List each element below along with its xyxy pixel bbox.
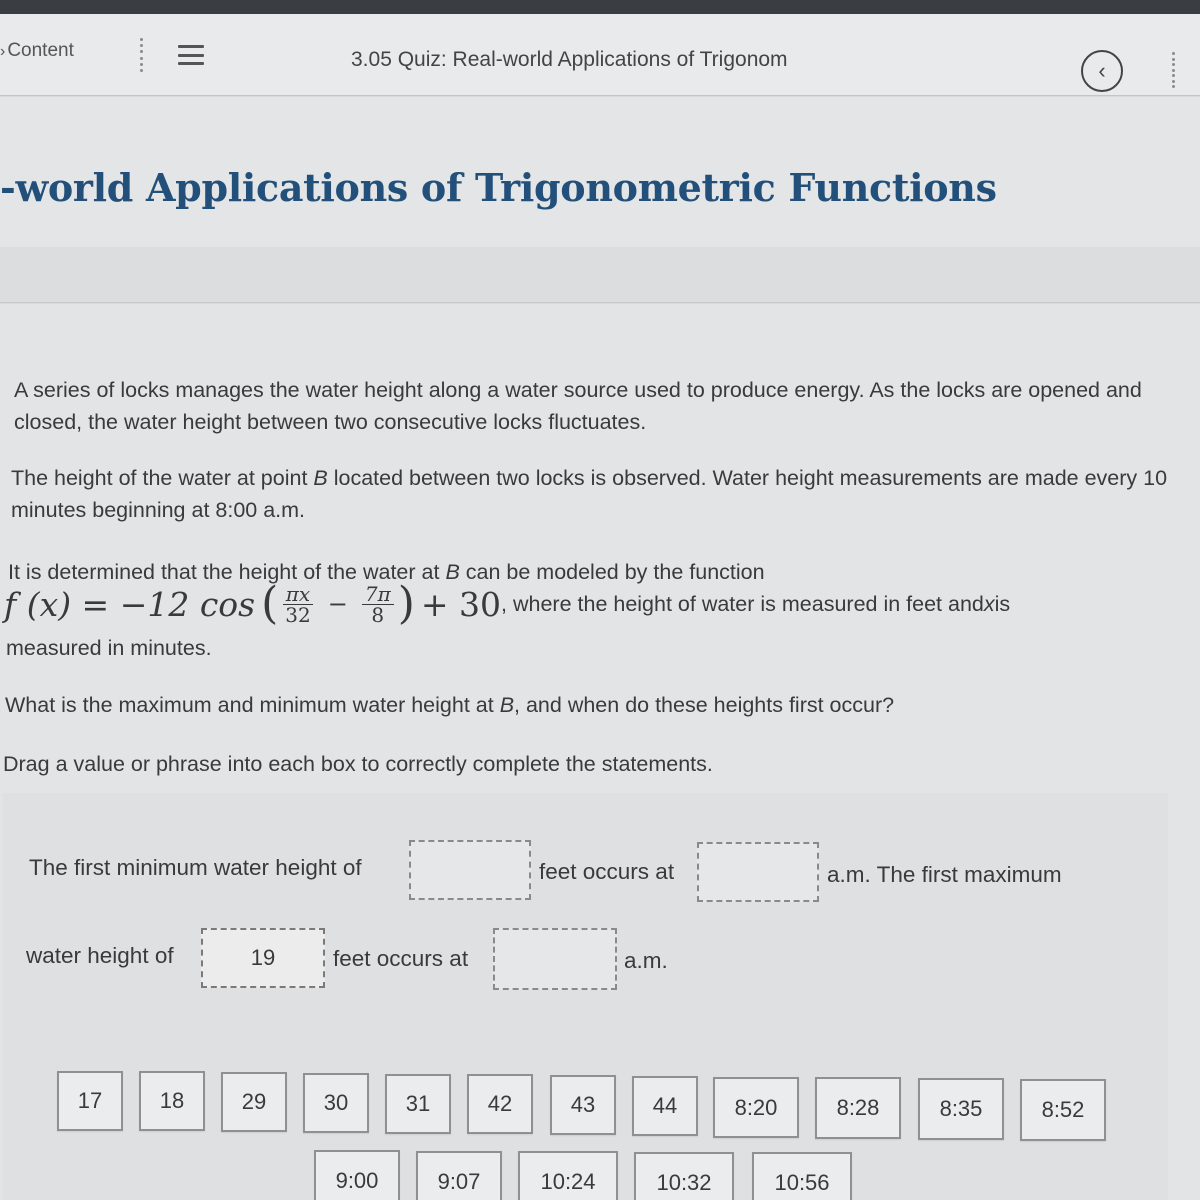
answer-tile[interactable]: 8:28	[815, 1077, 901, 1139]
back-arrow-icon: ›	[0, 43, 6, 60]
answer-tile[interactable]: 42	[467, 1074, 533, 1134]
drop-box-min-time[interactable]	[697, 842, 819, 902]
answer-tile[interactable]: 29	[221, 1072, 287, 1132]
answer-tile[interactable]: 18	[139, 1071, 205, 1131]
window-edge	[0, 0, 1200, 14]
fraction-pi-x-over-32: $\frac{\pi x}{32}$	[282, 584, 313, 625]
drop-box-max-time[interactable]	[493, 928, 617, 990]
page-title: -world Applications of Trigonometric Functions	[0, 165, 997, 210]
divider-band	[0, 247, 1200, 303]
menu-icon[interactable]	[178, 45, 204, 65]
formula-rhs: + 30	[420, 584, 502, 624]
question-paragraph-2: The height of the water at point B located between two locks is observed. Water height measurements are made every 10 minutes beginning at 8:00 a.m.	[11, 466, 1168, 522]
drop-box-min-height[interactable]	[409, 840, 531, 900]
question-paragraph-3: It is determined that the height of the water at B can be modeled by the function	[8, 560, 765, 584]
fraction-7pi-over-8: $\frac{7\pi}{8}$	[362, 584, 394, 625]
answer-tile[interactable]: 10:56	[752, 1152, 852, 1200]
statement-text: a.m. The first maximum	[827, 862, 1062, 887]
content-link[interactable]	[0, 40, 74, 62]
question-paragraph-3-end: measured in minutes.	[6, 636, 212, 660]
top-bar	[0, 0, 1200, 96]
answer-tile[interactable]: 9:00	[314, 1150, 400, 1200]
statement-text: feet occurs at	[539, 859, 675, 884]
answer-tile[interactable]: 10:24	[518, 1151, 618, 1200]
statement-text: water height of	[26, 943, 174, 968]
answer-tile[interactable]: 9:07	[416, 1151, 502, 1200]
answer-tile[interactable]: 31	[385, 1074, 451, 1134]
more-options-icon[interactable]	[138, 38, 144, 72]
content-link-label: Content	[7, 40, 74, 61]
statement-text: a.m.	[624, 948, 668, 973]
answer-tile[interactable]: 8:52	[1020, 1079, 1106, 1141]
drop-box-max-height[interactable]: 19	[201, 928, 325, 988]
statement-text: The first minimum water height of	[29, 855, 362, 880]
more-options-icon[interactable]	[1170, 52, 1176, 88]
answer-tile[interactable]: 30	[303, 1073, 369, 1133]
quiz-title: 3.05 Quiz: Real-world Applications of Trigonom	[351, 48, 788, 71]
answer-tile[interactable]: 10:32	[634, 1152, 734, 1200]
chevron-left-icon[interactable]: ‹	[1081, 50, 1123, 92]
answer-tile[interactable]: 8:20	[713, 1077, 799, 1138]
question-paragraph-1: A series of locks manages the water height along a water source used to produce energy. As the locks are opened and closed, the water height between two consecutive locks fluctuates.	[14, 378, 1142, 434]
formula-lhs: f (x) = −12 cos	[4, 584, 256, 624]
question-prompt: What is the maximum and minimum water height at B, and when do these heights first occur?	[5, 693, 895, 717]
instructions: Drag a value or phrase into each box to correctly complete the statements.	[3, 752, 713, 776]
answer-tile[interactable]: 43	[550, 1075, 616, 1135]
answer-tile[interactable]: 44	[632, 1076, 698, 1136]
statement-text: feet occurs at	[333, 946, 469, 971]
answer-tile[interactable]: 8:35	[918, 1078, 1004, 1140]
answer-tile[interactable]: 17	[57, 1071, 123, 1131]
function-formula: f (x) = −12 cos ( $\frac{\pi x}{32}$ − $\frac{7\pi}{8}$ ) + 30 , where the height of water is measured in feet and x is	[4, 578, 1011, 629]
